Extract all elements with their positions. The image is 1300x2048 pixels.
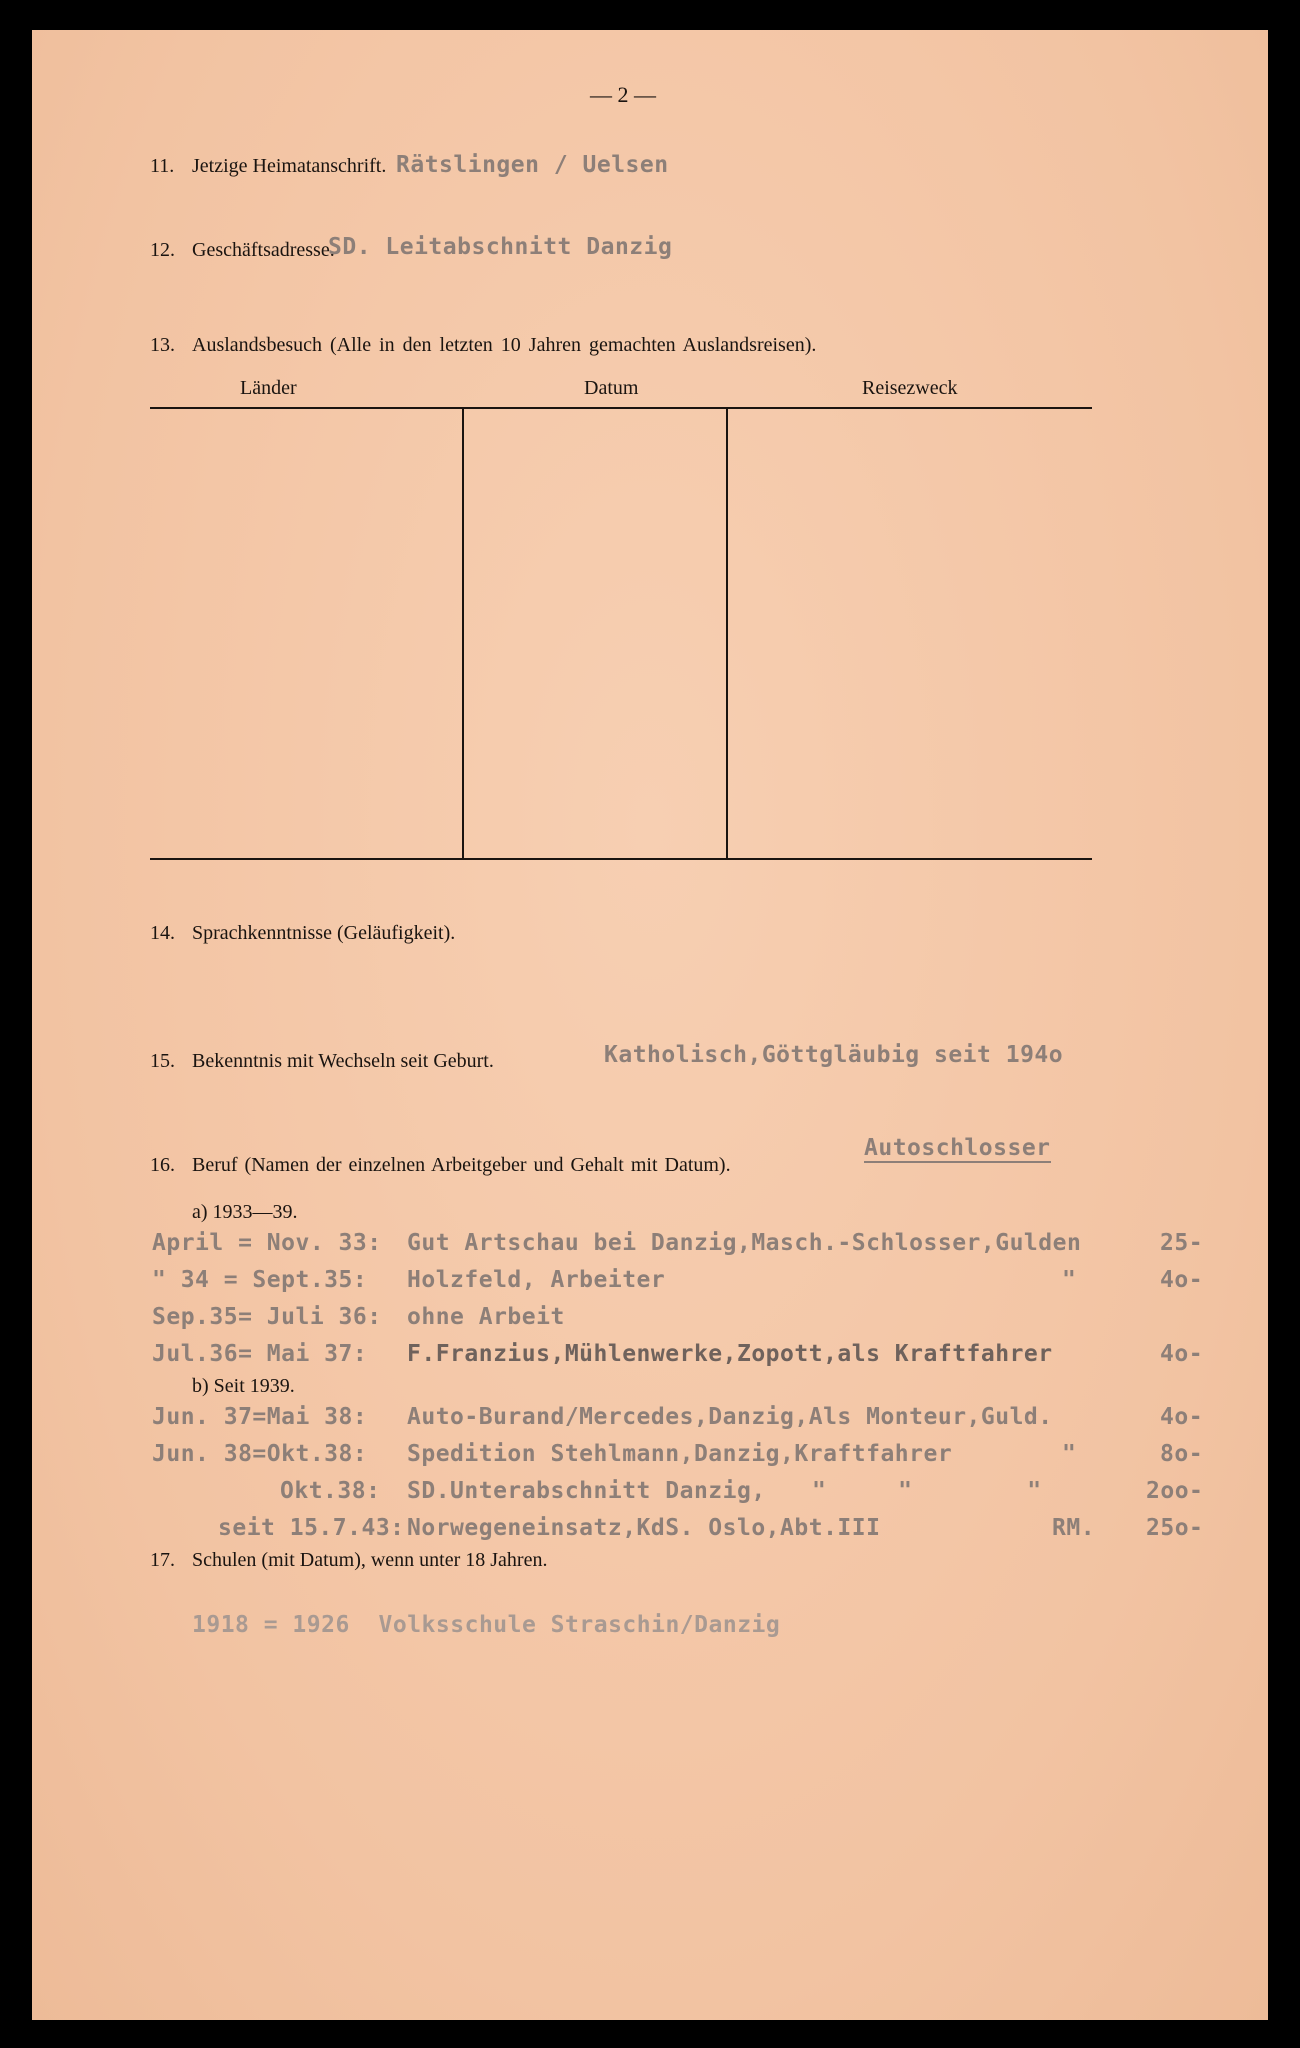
- document-page: [32, 30, 1268, 2020]
- item-12-label: Geschäftsadresse.: [192, 239, 335, 261]
- employment-row-b1-date: Jun. 37=Mai 38:: [152, 1404, 368, 1430]
- employment-row-a3-text: ohne Arbeit: [407, 1304, 565, 1330]
- employment-row-a2-amount: 4o-: [1160, 1267, 1204, 1293]
- employment-row-b4-amount: 25o-: [1146, 1515, 1204, 1541]
- item-15-number: 15.: [150, 1050, 175, 1072]
- table-column-divider-1: [462, 409, 464, 858]
- item-16-answer: Autoschlosser: [864, 1135, 1051, 1161]
- employment-row-b4-date: seit 15.7.43:: [218, 1515, 405, 1541]
- employment-row-a4-date: Jul.36= Mai 37:: [152, 1341, 368, 1367]
- table-top-rule: [150, 407, 1092, 409]
- employment-row-a1-date: April = Nov. 33:: [152, 1230, 382, 1256]
- page-number: — 2 —: [590, 82, 656, 107]
- employment-row-b2-text: Spedition Stehlmann,Danzig,Kraftfahrer: [407, 1441, 953, 1467]
- employment-row-b4-text: Norwegeneinsatz,KdS. Oslo,Abt.III: [407, 1515, 881, 1541]
- item-14-label: Sprachkenntnisse (Geläufigkeit).: [192, 922, 456, 944]
- employment-row-a1-text: Gut Artschau bei Danzig,Masch.-Schlosser,Gulden: [407, 1230, 1082, 1256]
- item-16-number: 16.: [150, 1154, 175, 1176]
- employment-row-b1-amount: 4o-: [1160, 1404, 1204, 1430]
- employment-row-b2-amount: 8o-: [1160, 1441, 1204, 1467]
- item-16-label: Beruf (Namen der einzelnen Arbeitgeber und Gehalt mit Datum).: [192, 1154, 731, 1176]
- employment-row-a2-text: Holzfeld, Arbeiter: [407, 1267, 666, 1293]
- column-header-laender: Länder: [240, 377, 297, 399]
- item-17-answer: 1918 = 1926 Volksschule Straschin/Danzig: [192, 1612, 781, 1638]
- table-bottom-rule: [150, 858, 1092, 860]
- item-15-label: Bekenntnis mit Wechseln seit Geburt.: [192, 1050, 494, 1072]
- employment-row-b2-date: Jun. 38=Okt.38:: [152, 1441, 368, 1467]
- item-13-number: 13.: [150, 334, 175, 356]
- item-17-number: 17.: [150, 1549, 175, 1571]
- employment-row-a4-amount: 4o-: [1160, 1341, 1204, 1367]
- column-header-reisezweck: Reisezweck: [862, 377, 958, 399]
- item-14-number: 14.: [150, 922, 175, 944]
- item-17-label: Schulen (mit Datum), wenn unter 18 Jahren.: [192, 1549, 548, 1571]
- item-15-answer: Katholisch,Göttgläubig seit 194o: [604, 1042, 1064, 1068]
- employment-row-a4-text: F.Franzius,Mühlenwerke,Zopott,als Kraftfahrer: [407, 1341, 1053, 1367]
- employment-row-a1-amount: 25-: [1160, 1230, 1204, 1256]
- employment-row-a3-date: Sep.35= Juli 36:: [152, 1304, 382, 1330]
- employment-row-b1-text: Auto-Burand/Mercedes,Danzig,Als Monteur,Guld.: [407, 1404, 1053, 1430]
- item-12-answer: SD. Leitabschnitt Danzig: [328, 234, 673, 260]
- column-header-datum: Datum: [584, 377, 639, 399]
- item-12-number: 12.: [150, 239, 175, 261]
- table-column-divider-2: [726, 409, 728, 858]
- item-11-label: Jetzige Heimatanschrift.: [192, 155, 387, 177]
- employment-row-b4-currency: RM.: [1052, 1515, 1096, 1541]
- employment-row-b3-ditto: " " ": [812, 1478, 1042, 1504]
- employment-row-a2-date: " 34 = Sept.35:: [152, 1267, 368, 1293]
- item-11-answer: Rätslingen / Uelsen: [396, 152, 669, 178]
- employment-row-b3-date: Okt.38:: [280, 1478, 381, 1504]
- employment-row-b2-ditto: ": [1062, 1441, 1077, 1467]
- item-16-subheading-a: a) 1933—39.: [192, 1201, 298, 1223]
- item-16-subheading-b: b) Seit 1939.: [192, 1375, 295, 1397]
- employment-row-b3-amount: 2oo-: [1146, 1478, 1204, 1504]
- item-11-number: 11.: [150, 155, 175, 177]
- employment-row-a2-ditto: ": [1062, 1267, 1077, 1293]
- item-13-label: Auslandsbesuch (Alle in den letzten 10 Jahren gemachten Auslandsreisen).: [192, 334, 817, 356]
- employment-row-b3-text: SD.Unterabschnitt Danzig,: [407, 1478, 766, 1504]
